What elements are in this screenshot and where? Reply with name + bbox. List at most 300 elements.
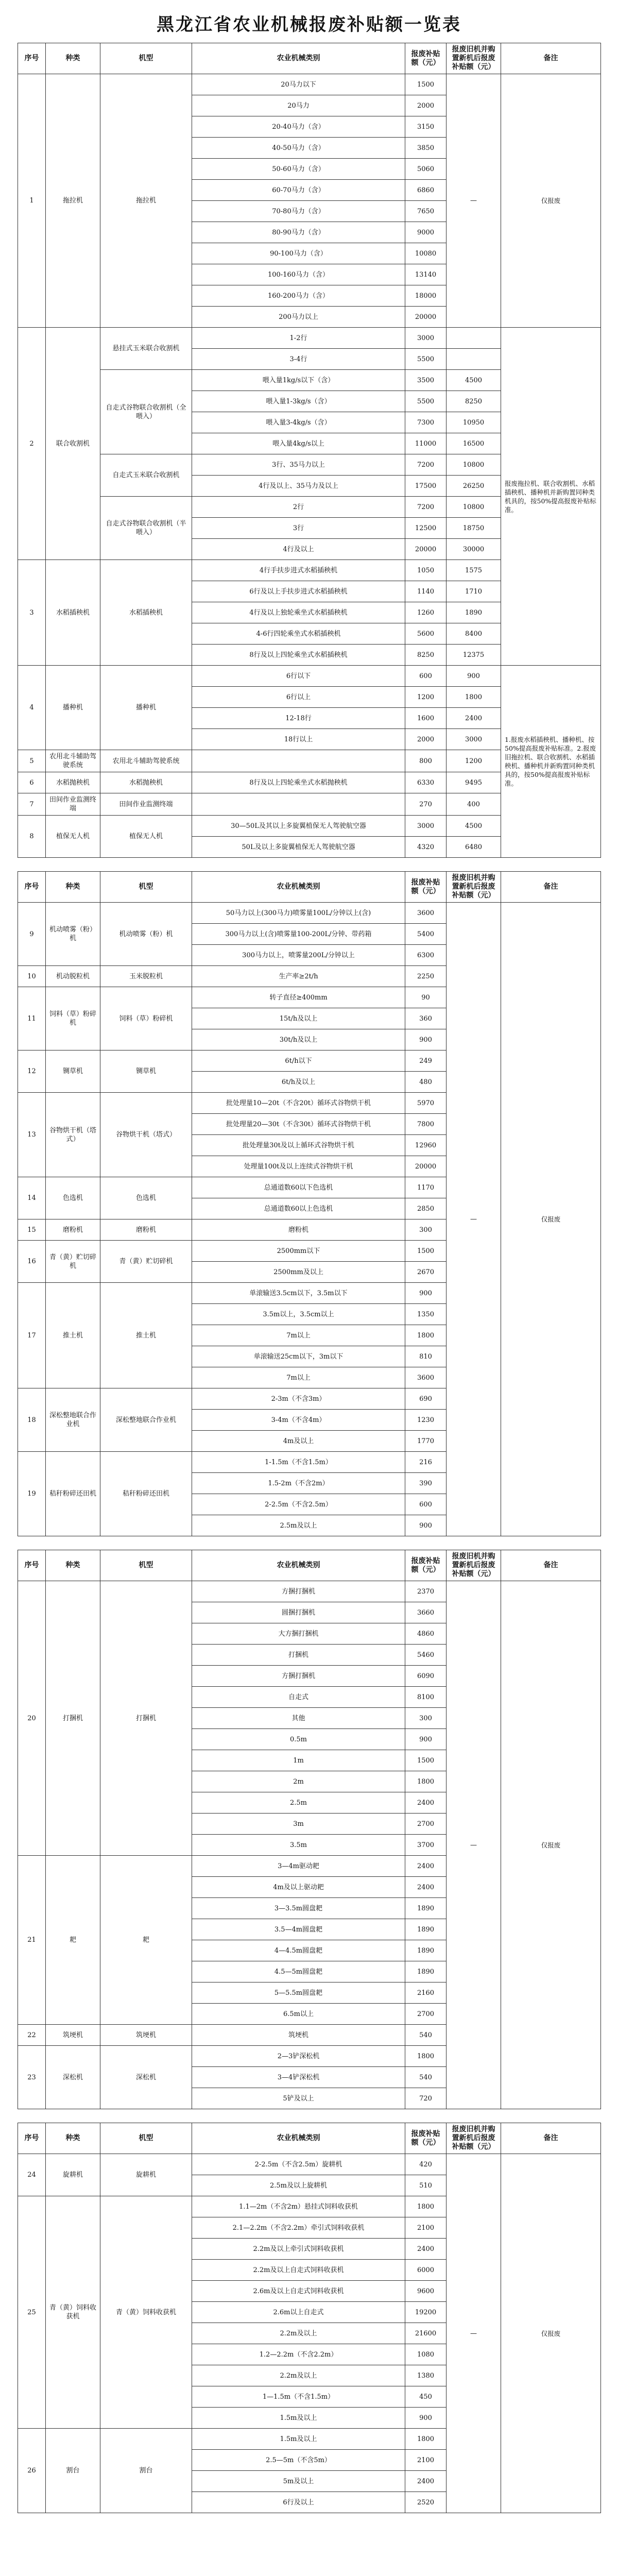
- machine-class: 1m: [192, 1750, 405, 1771]
- subsidy-amount: 2100: [405, 2450, 447, 2471]
- subsidy-amount: 3660: [405, 1602, 447, 1623]
- machine-class: 3—4m驱动耙: [192, 1856, 405, 1877]
- category: 色选机: [46, 1177, 100, 1219]
- subsidy-amount: 2700: [405, 2004, 447, 2025]
- machine-class: 300马力以上，喷雾量200L/分钟以上: [192, 945, 405, 966]
- machine-class: 4.5—5m圆盘耙: [192, 1961, 405, 1982]
- row-number: 2: [18, 328, 46, 560]
- machine-type: 播种机: [100, 666, 192, 750]
- machine-class: 总通道数60以上色选机: [192, 1198, 405, 1219]
- machine-class: 喂入量1-3kg/s（含）: [192, 391, 405, 412]
- category: 耙: [46, 1856, 100, 2025]
- subsidy-amount: 360: [405, 1008, 447, 1029]
- subsidy-amount: 300: [405, 1708, 447, 1729]
- machine-class: 7m以上: [192, 1367, 405, 1388]
- category: 打捆机: [46, 1581, 100, 1856]
- machine-class: 8行及以上四轮乘坐式水稻插秧机: [192, 645, 405, 666]
- row-number: 12: [18, 1050, 46, 1093]
- subsidy-amount: 1800: [405, 2196, 447, 2217]
- machine-type: 植保无人机: [100, 816, 192, 858]
- machine-class: 处理量100t及以上连续式谷物烘干机: [192, 1156, 405, 1177]
- machine-class: 70-80马力（含）: [192, 201, 405, 222]
- machine-class: 12-18行: [192, 708, 405, 729]
- machine-type: 拖拉机: [100, 74, 192, 328]
- machine-type: 耙: [100, 1856, 192, 2025]
- column-header: 备注: [501, 43, 601, 74]
- subsidy-amount: 20000: [405, 1156, 447, 1177]
- new-purchase-subsidy: 3000: [447, 729, 501, 750]
- subsidy-amount: 1890: [405, 1940, 447, 1961]
- machine-class: 1.5m及以上: [192, 2408, 405, 2429]
- category: 水稻插秧机: [46, 560, 100, 666]
- machine-class: 3.5m以上，3.5cm以上: [192, 1304, 405, 1325]
- machine-class: 2500mm以下: [192, 1241, 405, 1262]
- subsidy-amount: 5500: [405, 391, 447, 412]
- subsidy-amount: 8100: [405, 1687, 447, 1708]
- machine-class: 喂入量4kg/s以上: [192, 433, 405, 454]
- subsidy-amount: 3600: [405, 903, 447, 924]
- subsidy-amount: 7300: [405, 412, 447, 433]
- subsidy-amount: 5500: [405, 349, 447, 370]
- new-purchase-subsidy: 8400: [447, 623, 501, 645]
- new-purchase-subsidy: 26250: [447, 476, 501, 497]
- subsidy-amount: 2100: [405, 2217, 447, 2239]
- machine-class: 方捆打捆机: [192, 1581, 405, 1602]
- column-header: 序号: [18, 2123, 46, 2154]
- new-purchase-subsidy: 18750: [447, 518, 501, 539]
- machine-class: 6行及以上: [192, 2492, 405, 2513]
- machine-class: 1.5m及以上: [192, 2429, 405, 2450]
- subsidy-amount: 800: [405, 750, 447, 772]
- machine-type: 玉米脱粒机: [100, 966, 192, 987]
- machine-class: 4行及以上独轮乘坐式水稻插秧机: [192, 602, 405, 623]
- subsidy-amount: 3850: [405, 138, 447, 159]
- category: 拖拉机: [46, 74, 100, 328]
- machine-class: 3.5—4m圆盘耙: [192, 1919, 405, 1940]
- column-header: 种类: [46, 2123, 100, 2154]
- row-number: 17: [18, 1283, 46, 1388]
- subsidy-amount: 480: [405, 1072, 447, 1093]
- table-row: [18, 903, 601, 924]
- subsidy-amount: 2000: [405, 95, 447, 116]
- table-header-row: [18, 872, 601, 903]
- machine-class: 6行及以上手扶步进式水稻插秧机: [192, 581, 405, 602]
- subsidy-amount: 2400: [405, 2239, 447, 2260]
- machine-class: 1-2行: [192, 328, 405, 349]
- column-header: 备注: [501, 2123, 601, 2154]
- subsidy-amount: 11000: [405, 433, 447, 454]
- subsidy-amount: 2000: [405, 729, 447, 750]
- subsidy-amount: 1500: [405, 1241, 447, 1262]
- machine-type: 青（黄）贮切碎机: [100, 1241, 192, 1283]
- machine-class: 6行以上: [192, 687, 405, 708]
- machine-class: 300马力以上(含)喷雾量100-200L/分钟、带药箱: [192, 924, 405, 945]
- row-number: 24: [18, 2154, 46, 2196]
- new-purchase-subsidy: 1200: [447, 750, 501, 772]
- subsidy-amount: 1800: [405, 1771, 447, 1792]
- new-purchase-subsidy: [447, 328, 501, 349]
- row-number: 14: [18, 1177, 46, 1219]
- column-header: 农业机械类别: [192, 872, 405, 903]
- subsidy-amount: 2400: [405, 1877, 447, 1898]
- subsidy-amount: 540: [405, 2025, 447, 2046]
- machine-class: 其他: [192, 1708, 405, 1729]
- machine-class: 3.5m: [192, 1835, 405, 1856]
- column-header: 序号: [18, 1550, 46, 1581]
- tables-container: [18, 43, 600, 2513]
- column-header: 备注: [501, 872, 601, 903]
- subsidy-amount: 5400: [405, 924, 447, 945]
- machine-class: 2m: [192, 1771, 405, 1792]
- remarks-note: 仅报废: [501, 2154, 601, 2513]
- subsidy-amount: 900: [405, 1029, 447, 1050]
- column-header: 种类: [46, 872, 100, 903]
- subsidy-amount: 7200: [405, 454, 447, 476]
- machine-class: 4行手扶步进式水稻插秧机: [192, 560, 405, 581]
- column-header: 农业机械类别: [192, 2123, 405, 2154]
- category: 植保无人机: [46, 816, 100, 858]
- subsidy-amount: 20000: [405, 307, 447, 328]
- row-number: 21: [18, 1856, 46, 2025]
- machine-class: 100-160马力（含）: [192, 264, 405, 285]
- category: 秸秆粉碎还田机: [46, 1452, 100, 1536]
- new-purchase-subsidy: 2400: [447, 708, 501, 729]
- subsidy-amount: 690: [405, 1388, 447, 1410]
- subsidy-amount: 90: [405, 987, 447, 1008]
- subsidy-amount: 3000: [405, 816, 447, 837]
- machine-type: 青（黄）饲料收获机: [100, 2196, 192, 2429]
- category: 谷物烘干机（塔式）: [46, 1093, 100, 1177]
- machine-class: 喂入量1kg/s以下（含）: [192, 370, 405, 391]
- machine-class: 自走式: [192, 1687, 405, 1708]
- machine-class: 2行: [192, 497, 405, 518]
- row-number: 11: [18, 987, 46, 1050]
- row-number: 15: [18, 1219, 46, 1241]
- machine-class: 160-200马力（含）: [192, 285, 405, 307]
- remarks-note: 报废拖拉机、联合收割机、水稻插秧机、播种机并新购置同种类机具的，按50%提高报废补贴标准。: [501, 328, 601, 666]
- machine-class: 批处理量20—30t（不含30t）循环式谷物烘干机: [192, 1114, 405, 1135]
- new-purchase-subsidy: 4500: [447, 370, 501, 391]
- machine-class: 2-2.5m（不含2.5m）: [192, 1494, 405, 1515]
- subsidy-amount: 13140: [405, 264, 447, 285]
- subsidy-amount: 3150: [405, 116, 447, 138]
- category: 割台: [46, 2429, 100, 2513]
- subsidy-amount: 7650: [405, 201, 447, 222]
- new-purchase-subsidy: —: [447, 903, 501, 1536]
- row-number: 18: [18, 1388, 46, 1452]
- category: 联合收割机: [46, 328, 100, 560]
- machine-class: 筑埂机: [192, 2025, 405, 2046]
- subsidy-table: [18, 2123, 601, 2513]
- machine-class: 50L及以上多旋翼植保无人驾驶航空器: [192, 837, 405, 858]
- subsidy-amount: 2400: [405, 1856, 447, 1877]
- subsidy-amount: 1260: [405, 602, 447, 623]
- subsidy-amount: 300: [405, 1219, 447, 1241]
- subsidy-amount: 2700: [405, 1814, 447, 1835]
- new-purchase-subsidy: 10800: [447, 454, 501, 476]
- machine-class: 50马力以上(300马力)喷雾量100L/分钟以上(含): [192, 903, 405, 924]
- machine-class: 3m: [192, 1814, 405, 1835]
- machine-type: 自走式谷物联合收割机（全喂入）: [100, 370, 192, 454]
- category: 水稻抛秧机: [46, 772, 100, 793]
- machine-class: 6行以下: [192, 666, 405, 687]
- new-purchase-subsidy: 10800: [447, 497, 501, 518]
- machine-class: 4行及以上、35马力及以上: [192, 476, 405, 497]
- new-purchase-subsidy: —: [447, 2154, 501, 2513]
- subsidy-amount: 600: [405, 1494, 447, 1515]
- machine-class: 大方捆打捆机: [192, 1623, 405, 1645]
- new-purchase-subsidy: 8250: [447, 391, 501, 412]
- subsidy-amount: 420: [405, 2154, 447, 2175]
- machine-type: 机动喷雾（粉）机: [100, 903, 192, 966]
- subsidy-amount: 2370: [405, 1581, 447, 1602]
- machine-class: 60-70马力（含）: [192, 180, 405, 201]
- machine-class: 3—4铲深松机: [192, 2067, 405, 2088]
- subsidy-amount: 2400: [405, 2471, 447, 2492]
- machine-class: 2.2m及以上: [192, 2323, 405, 2344]
- machine-class: 2-2.5m（不含2.5m）旋耕机: [192, 2154, 405, 2175]
- machine-type: 田间作业监测终端: [100, 793, 192, 816]
- row-number: 16: [18, 1241, 46, 1283]
- table-header-row: [18, 2123, 601, 2154]
- remarks-note: 仅报废: [501, 74, 601, 328]
- category: 田间作业监测终端: [46, 793, 100, 816]
- row-number: 25: [18, 2196, 46, 2429]
- row-number: 3: [18, 560, 46, 666]
- column-header: 序号: [18, 872, 46, 903]
- machine-class: 磨粉机: [192, 1219, 405, 1241]
- new-purchase-subsidy: 4500: [447, 816, 501, 837]
- category: 播种机: [46, 666, 100, 750]
- machine-type: 旋耕机: [100, 2154, 192, 2196]
- machine-class: 4m及以上: [192, 1431, 405, 1452]
- subsidy-amount: 21600: [405, 2323, 447, 2344]
- machine-class: 20马力以下: [192, 74, 405, 95]
- machine-class: 2.5m: [192, 1792, 405, 1814]
- subsidy-amount: 1600: [405, 708, 447, 729]
- machine-class: 单滚输送3.5cm以下，3.5m以下: [192, 1283, 405, 1304]
- subsidy-amount: 540: [405, 2067, 447, 2088]
- row-number: 6: [18, 772, 46, 793]
- machine-type: 深松整地联合作业机: [100, 1388, 192, 1452]
- subsidy-amount: 510: [405, 2175, 447, 2196]
- machine-class: 生产率≥2t/h: [192, 966, 405, 987]
- new-purchase-subsidy: 1890: [447, 602, 501, 623]
- subsidy-amount: 1500: [405, 1750, 447, 1771]
- machine-class: 4行及以上: [192, 539, 405, 560]
- subsidy-amount: 6860: [405, 180, 447, 201]
- row-number: 5: [18, 750, 46, 772]
- machine-type: 水稻插秧机: [100, 560, 192, 666]
- table-row: [18, 666, 601, 687]
- category: 筑埂机: [46, 2025, 100, 2046]
- column-header: 备注: [501, 1550, 601, 1581]
- category: 饲料（草）粉碎机: [46, 987, 100, 1050]
- subsidy-amount: 5600: [405, 623, 447, 645]
- machine-type: 农用北斗辅助驾驶系统: [100, 750, 192, 772]
- machine-class: 5—5.5m圆盘耙: [192, 1982, 405, 2004]
- table-row: [18, 1581, 601, 1602]
- subsidy-amount: 20000: [405, 539, 447, 560]
- new-purchase-subsidy: 30000: [447, 539, 501, 560]
- subsidy-amount: 900: [405, 1515, 447, 1536]
- subsidy-amount: 2400: [405, 1792, 447, 1814]
- subsidy-amount: 900: [405, 1283, 447, 1304]
- machine-type: 自走式玉米联合收割机: [100, 454, 192, 497]
- machine-type: 悬挂式玉米联合收割机: [100, 328, 192, 370]
- machine-class: 2-3m（不含3m）: [192, 1388, 405, 1410]
- subsidy-amount: 6000: [405, 2260, 447, 2281]
- subsidy-table: [18, 871, 601, 1536]
- column-header: 序号: [18, 43, 46, 74]
- category: 推土机: [46, 1283, 100, 1388]
- category: 青（黄）贮切碎机: [46, 1241, 100, 1283]
- category: 农用北斗辅助驾驶系统: [46, 750, 100, 772]
- category: 青（黄）饲料收获机: [46, 2196, 100, 2429]
- machine-class: 总通道数60以下色选机: [192, 1177, 405, 1198]
- remarks-note: 1.报废水稻插秧机、播种机、按50%提高报废补贴标准。2.报废旧拖拉机、联合收割机、水稻插秧机、播种机并新购置同种类机具的，按50%提高报废补贴标准。: [501, 666, 601, 858]
- machine-class: 批处理量30t及以上循环式谷物烘干机: [192, 1135, 405, 1156]
- subsidy-amount: 19200: [405, 2302, 447, 2323]
- machine-class: 200马力以上: [192, 307, 405, 328]
- subsidy-amount: 3600: [405, 1367, 447, 1388]
- machine-class: 2.2m及以上自走式饲料收获机: [192, 2260, 405, 2281]
- machine-class: 喂入量3-4kg/s（含）: [192, 412, 405, 433]
- machine-class: 1.2—2.2m（不含2.2m）: [192, 2344, 405, 2365]
- machine-class: 转子直径≥400mm: [192, 987, 405, 1008]
- subsidy-amount: 5060: [405, 159, 447, 180]
- machine-type: 谷物烘干机（塔式）: [100, 1093, 192, 1177]
- subsidy-amount: 600: [405, 666, 447, 687]
- machine-class: 6t/h以下: [192, 1050, 405, 1072]
- subsidy-amount: 17500: [405, 476, 447, 497]
- machine-class: 8行及以上四轮乘坐式水稻抛秧机: [192, 772, 405, 793]
- subsidy-amount: 1890: [405, 1919, 447, 1940]
- subsidy-amount: 390: [405, 1473, 447, 1494]
- subsidy-amount: 7800: [405, 1114, 447, 1135]
- machine-class: 3-4m（不含4m）: [192, 1410, 405, 1431]
- subsidy-amount: 1800: [405, 2046, 447, 2067]
- row-number: 13: [18, 1093, 46, 1177]
- row-number: 9: [18, 903, 46, 966]
- subsidy-amount: 5970: [405, 1093, 447, 1114]
- table-row: [18, 2154, 601, 2175]
- column-header: 机型: [100, 2123, 192, 2154]
- machine-class: 批处理量10—20t（不含20t）循环式谷物烘干机: [192, 1093, 405, 1114]
- row-number: 7: [18, 793, 46, 816]
- machine-class: 2.5—5m（不含5m）: [192, 2450, 405, 2471]
- row-number: 22: [18, 2025, 46, 2046]
- machine-class: 40-50马力（含）: [192, 138, 405, 159]
- machine-class: 2—3铲深松机: [192, 2046, 405, 2067]
- machine-class: 90-100马力（含）: [192, 243, 405, 264]
- subsidy-amount: 6300: [405, 945, 447, 966]
- subsidy-table: [18, 1550, 601, 2109]
- subsidy-amount: 1170: [405, 1177, 447, 1198]
- machine-type: 秸秆粉碎还田机: [100, 1452, 192, 1536]
- subsidy-amount: 1380: [405, 2365, 447, 2386]
- machine-class: 0.5m: [192, 1729, 405, 1750]
- remarks-note: 仅报废: [501, 903, 601, 1536]
- new-purchase-subsidy: 400: [447, 793, 501, 816]
- subsidy-table: [18, 43, 601, 858]
- machine-type: 自走式谷物联合收割机（半喂入）: [100, 497, 192, 560]
- subsidy-amount: 1050: [405, 560, 447, 581]
- subsidy-amount: 1140: [405, 581, 447, 602]
- row-number: 23: [18, 2046, 46, 2109]
- machine-class: 4—4.5m圆盘耙: [192, 1940, 405, 1961]
- machine-class: 15t/h及以上: [192, 1008, 405, 1029]
- column-header: 报废补贴额（元）: [405, 1550, 447, 1581]
- column-header: 农业机械类别: [192, 1550, 405, 1581]
- column-header: 农业机械类别: [192, 43, 405, 74]
- subsidy-amount: 3700: [405, 1835, 447, 1856]
- machine-class: 圆捆打捆机: [192, 1602, 405, 1623]
- column-header: 报废旧机并购置新机后报废补贴额（元）: [447, 2123, 501, 2154]
- table-header-row: [18, 43, 601, 74]
- row-number: 20: [18, 1581, 46, 1856]
- machine-class: 20马力: [192, 95, 405, 116]
- new-purchase-subsidy: 9495: [447, 772, 501, 793]
- machine-class: 2.6m以上自走式: [192, 2302, 405, 2323]
- new-purchase-subsidy: [447, 349, 501, 370]
- row-number: 4: [18, 666, 46, 750]
- column-header: 报废旧机并购置新机后报废补贴额（元）: [447, 43, 501, 74]
- subsidy-amount: 900: [405, 1729, 447, 1750]
- subsidy-amount: 9600: [405, 2281, 447, 2302]
- machine-class: 5铲及以上: [192, 2088, 405, 2109]
- column-header: 机型: [100, 1550, 192, 1581]
- subsidy-amount: 3000: [405, 328, 447, 349]
- subsidy-amount: 270: [405, 793, 447, 816]
- new-purchase-subsidy: 6480: [447, 837, 501, 858]
- column-header: 种类: [46, 1550, 100, 1581]
- machine-class: 80-90马力（含）: [192, 222, 405, 243]
- new-purchase-subsidy: 1575: [447, 560, 501, 581]
- subsidy-amount: 3500: [405, 370, 447, 391]
- subsidy-amount: 1230: [405, 1410, 447, 1431]
- subsidy-amount: 2670: [405, 1262, 447, 1283]
- machine-class: 7m以上: [192, 1325, 405, 1346]
- column-header: 机型: [100, 872, 192, 903]
- new-purchase-subsidy: 1710: [447, 581, 501, 602]
- category: 旋耕机: [46, 2154, 100, 2196]
- subsidy-amount: 900: [405, 2408, 447, 2429]
- subsidy-amount: 2520: [405, 2492, 447, 2513]
- subsidy-amount: 1770: [405, 1431, 447, 1452]
- machine-class: 1—1.5m（不含1.5m）: [192, 2386, 405, 2408]
- column-header: 报废补贴额（元）: [405, 2123, 447, 2154]
- subsidy-amount: 6330: [405, 772, 447, 793]
- category: 机动喷雾（粉）机: [46, 903, 100, 966]
- new-purchase-subsidy: —: [447, 1581, 501, 2109]
- machine-class: 2.2m及以上牵引式饲料收获机: [192, 2239, 405, 2260]
- subsidy-amount: 1800: [405, 2429, 447, 2450]
- row-number: 26: [18, 2429, 46, 2513]
- subsidy-amount: 2160: [405, 1982, 447, 2004]
- subsidy-amount: 2250: [405, 966, 447, 987]
- subsidy-amount: 720: [405, 2088, 447, 2109]
- page-title: 黑龙江省农业机械报废补贴额一览表: [157, 14, 461, 35]
- machine-class: 单滚输送25cm以下，3m以下: [192, 1346, 405, 1367]
- category: 机动脱粒机: [46, 966, 100, 987]
- machine-class: 50-60马力（含）: [192, 159, 405, 180]
- new-purchase-subsidy: 1800: [447, 687, 501, 708]
- column-header: 报废补贴额（元）: [405, 872, 447, 903]
- machine-class: [192, 750, 405, 772]
- machine-class: 2.6m及以上自走式饲料收获机: [192, 2281, 405, 2302]
- machine-class: 打捆机: [192, 1645, 405, 1666]
